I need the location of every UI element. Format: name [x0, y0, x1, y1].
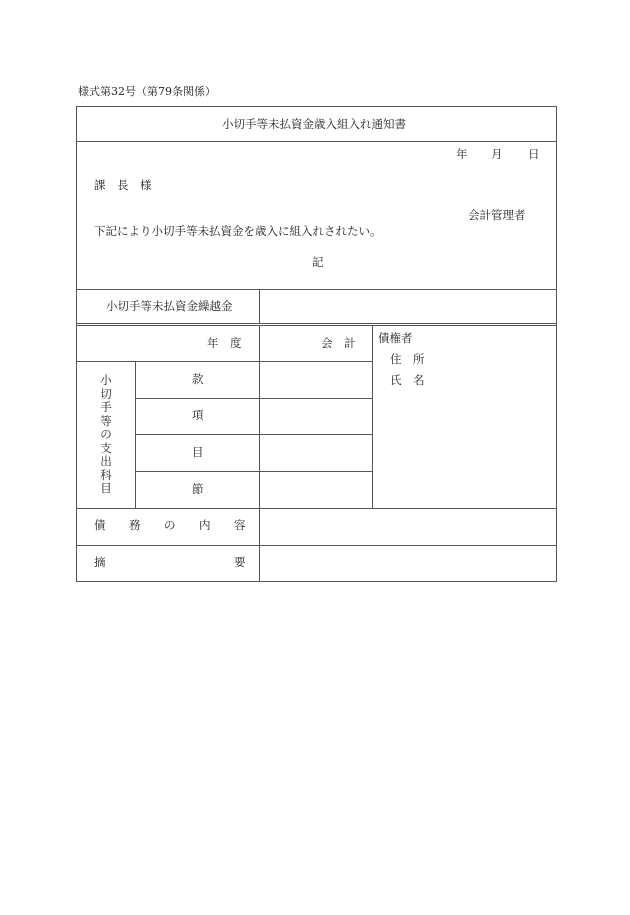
sender: 会計管理者 [468, 208, 526, 222]
kou-row-bottom [135, 434, 372, 435]
carryover-vdivider [259, 289, 260, 324]
summary-char-1: 摘 [94, 555, 106, 569]
creditor-name: 氏 名 [390, 373, 425, 387]
obligation-char-1: 債 [94, 518, 106, 532]
ki-label: 記 [312, 255, 324, 269]
obligation-char-5: 容 [234, 518, 246, 532]
date-year: 年 [456, 147, 468, 161]
creditor-title: 債権者 [378, 331, 413, 345]
kan-label: 款 [192, 372, 204, 386]
date-day: 日 [528, 147, 540, 161]
obligation-char-4: 内 [199, 518, 211, 532]
year-row-bottom [76, 361, 372, 362]
obligation-char-2: 務 [129, 518, 141, 532]
obligation-char-3: の [164, 518, 176, 532]
account-label: 会 計 [321, 336, 356, 350]
moku-row-bottom [135, 471, 372, 472]
addressee: 課 長 様 [94, 178, 152, 192]
summary-char-2: 要 [234, 555, 246, 569]
kan-row-bottom [135, 398, 372, 399]
header-divider [76, 289, 557, 290]
summary-row-top [76, 545, 557, 546]
carryover-label: 小切手等未払資金繰越金 [106, 299, 233, 313]
kou-label: 項 [192, 408, 204, 422]
obligation-row-top [76, 508, 557, 509]
fiscal-year-label: 年 度 [207, 336, 242, 350]
left-vdivider [259, 325, 260, 582]
moku-label: 目 [192, 445, 204, 459]
expense-category-label: 小 切 手 等 の 支 出 科 目 [100, 373, 112, 495]
title-divider [76, 141, 557, 142]
body-text: 下記により小切手等未払資金を歳入に組入れされたい。 [94, 224, 382, 238]
form-number: 様式第32号（第79条関係） [78, 85, 216, 98]
creditor-address: 住 所 [390, 352, 425, 366]
carryover-bottom-2 [76, 325, 557, 326]
setsu-label: 節 [192, 482, 204, 496]
carryover-bottom-1 [76, 323, 557, 324]
creditor-vdivider [372, 325, 373, 508]
form-title: 小切手等未払資金歳入組入れ通知書 [222, 117, 406, 131]
date-month: 月 [491, 147, 503, 161]
